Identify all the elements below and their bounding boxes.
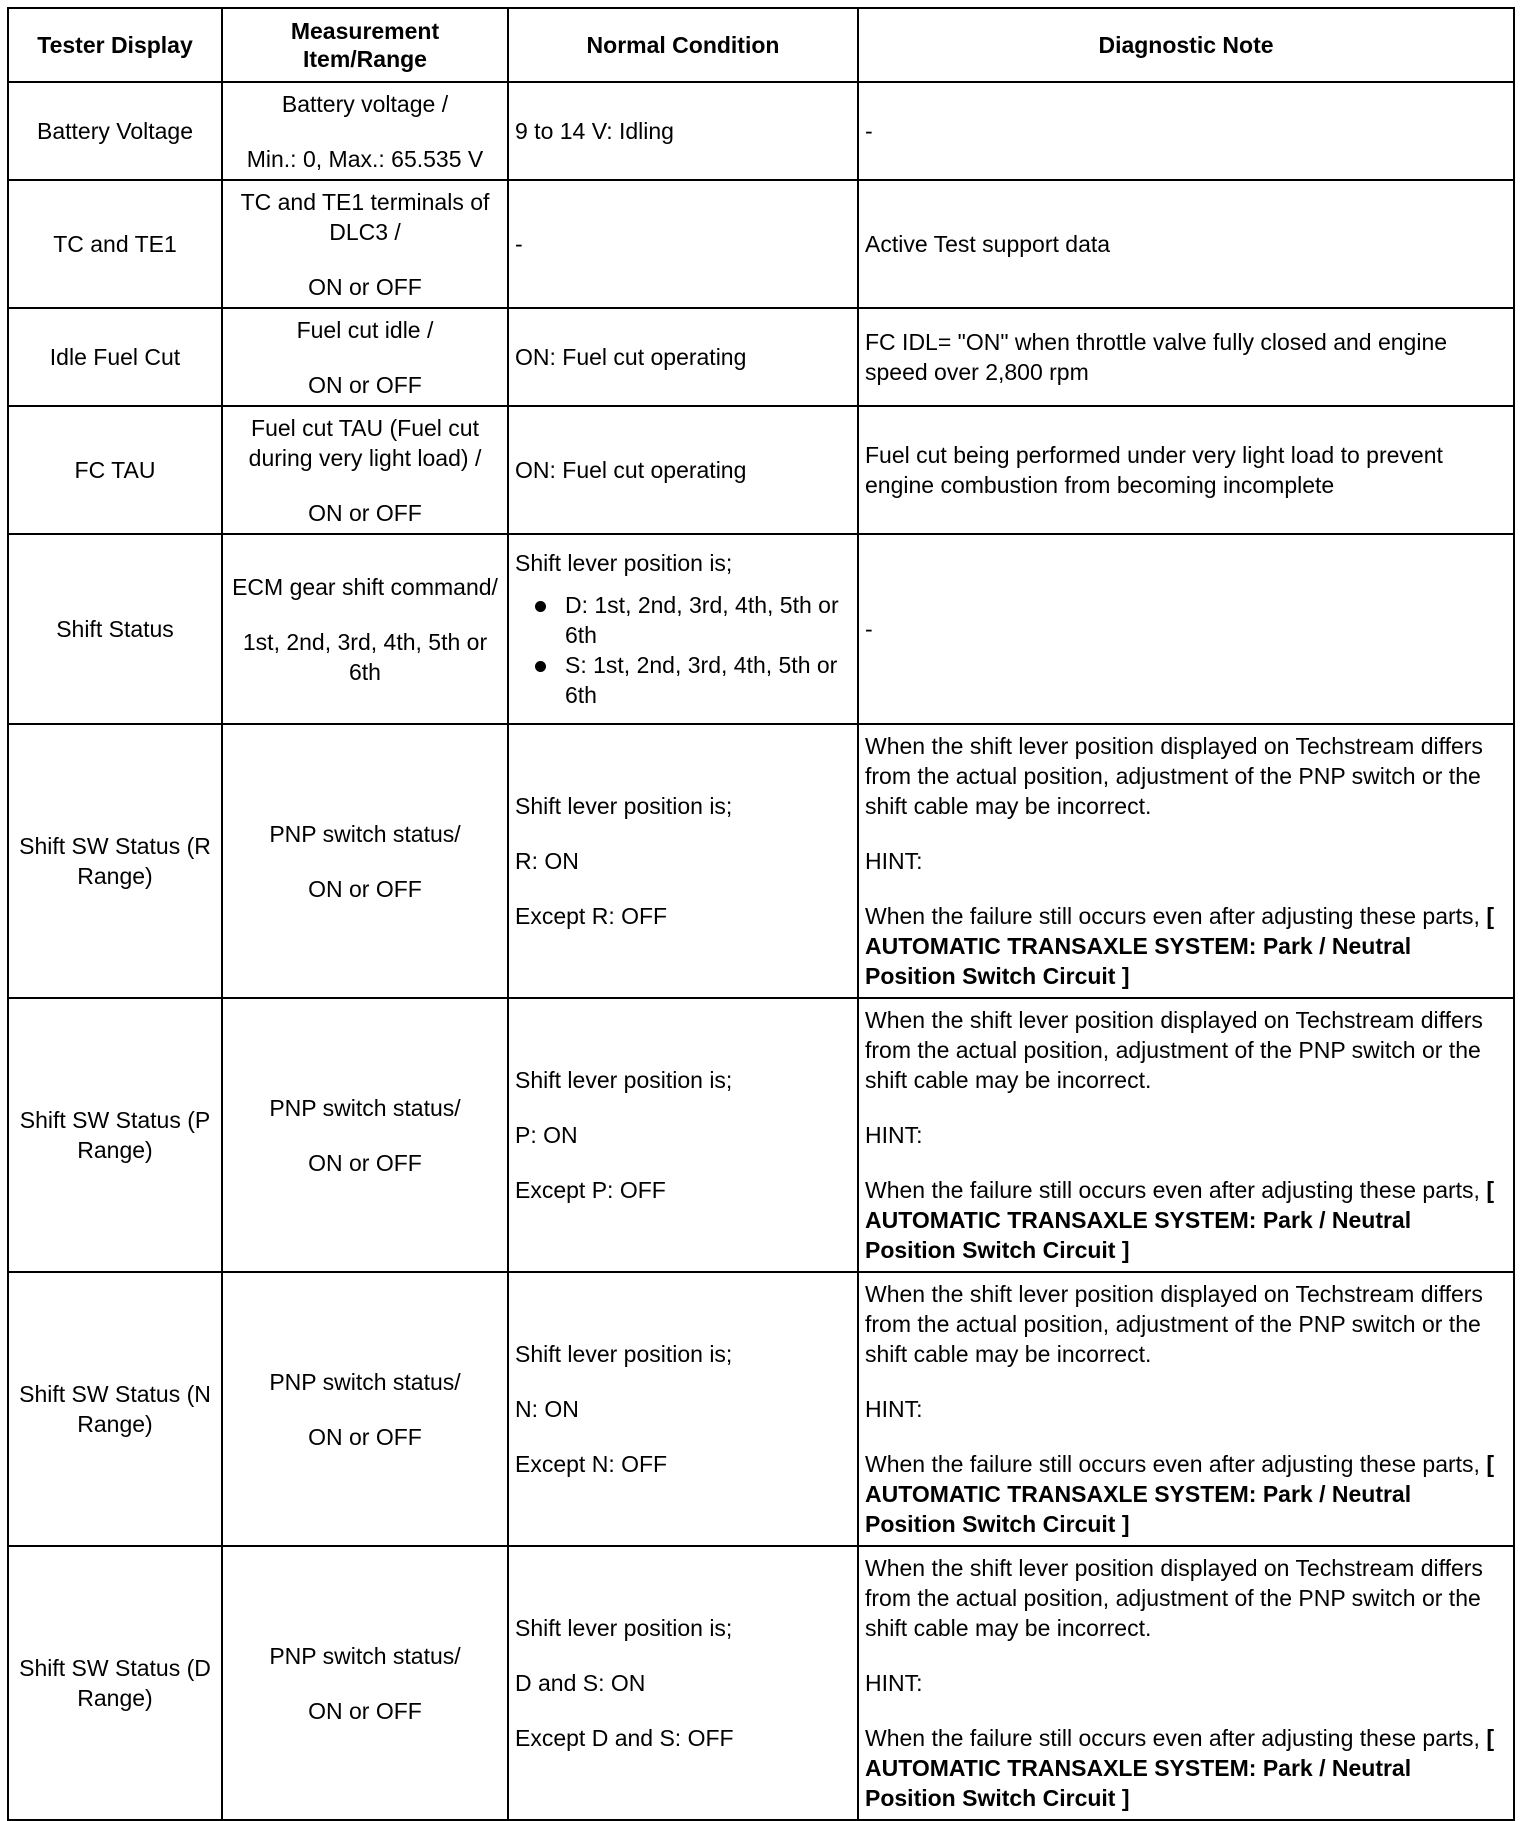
cell-measurement — [222, 998, 508, 1272]
normal-intro: Shift lever position is; — [515, 1067, 733, 1093]
cell-diagnostic-note — [858, 998, 1514, 1272]
cell-tester-display: Shift Status — [8, 534, 222, 724]
cell-tester-display: Shift SW Status (P Range) — [8, 998, 222, 1272]
measurement-range: ON or OFF — [308, 371, 422, 398]
table-row — [8, 1272, 1514, 1546]
measurement-range: 1st, 2nd, 3rd, 4th, 5th or 6th — [242, 628, 488, 685]
data-list-table — [7, 7, 1515, 1821]
cell-diagnostic-note: FC IDL= "ON" when throttle valve fully closed and engine speed over 2,800 rpm — [858, 308, 1514, 406]
cell-measurement — [222, 308, 508, 406]
note-hint-label: HINT: — [865, 1122, 923, 1148]
cell-tester-display: Shift SW Status (N Range) — [8, 1272, 222, 1546]
table-row — [8, 308, 1514, 406]
note-hint-body: When the failure still occurs even after adjusting these parts, — [865, 1725, 1480, 1751]
note-hint-text — [865, 1449, 1507, 1539]
note-reference-link[interactable]: [ AUTOMATIC TRANSAXLE SYSTEM: Park / Neutral Position Switch Circuit ] — [865, 1725, 1494, 1811]
cell-measurement — [222, 180, 508, 308]
cell-measurement — [222, 1272, 508, 1546]
cell-measurement — [222, 534, 508, 724]
cell-tester-display: Shift SW Status (D Range) — [8, 1546, 222, 1820]
cell-measurement — [222, 82, 508, 180]
table-header-row — [8, 8, 1514, 82]
cell-diagnostic-note — [858, 1546, 1514, 1820]
cell-normal-condition — [508, 724, 858, 998]
measurement-item: Battery voltage / — [281, 90, 449, 117]
measurement-range: Min.: 0, Max.: 65.535 V — [246, 145, 484, 172]
cell-diagnostic-note — [858, 1272, 1514, 1546]
measurement-item: PNP switch status/ — [269, 1094, 461, 1121]
cell-diagnostic-note: - — [858, 82, 1514, 180]
measurement-item: Fuel cut TAU (Fuel cut during very light load) / — [248, 414, 482, 471]
note-hint-text — [865, 1723, 1507, 1813]
measurement-item: PNP switch status/ — [269, 1642, 461, 1669]
measurement-range: ON or OFF — [308, 273, 422, 300]
note-description: When the shift lever position displayed on Techstream differs from the actual position, adjustment of the PNP switch or the shift cable may be incorrect. — [865, 733, 1483, 819]
table-row — [8, 82, 1514, 180]
note-reference-link[interactable]: [ AUTOMATIC TRANSAXLE SYSTEM: Park / Neutral Position Switch Circuit ] — [865, 903, 1494, 989]
normal-on: P: ON — [515, 1122, 578, 1148]
cell-normal-condition — [508, 1272, 858, 1546]
note-description: When the shift lever position displayed on Techstream differs from the actual position, adjustment of the PNP switch or the shift cable may be incorrect. — [865, 1281, 1483, 1367]
note-description: When the shift lever position displayed on Techstream differs from the actual position, adjustment of the PNP switch or the shift cable may be incorrect. — [865, 1007, 1483, 1093]
measurement-range: ON or OFF — [308, 875, 422, 902]
bullet-item-s: S: 1st, 2nd, 3rd, 4th, 5th or 6th — [515, 650, 851, 710]
header-measurement-item — [222, 8, 508, 82]
table-row — [8, 724, 1514, 998]
cell-normal-condition: ON: Fuel cut operating — [508, 406, 858, 534]
cell-tester-display: TC and TE1 — [8, 180, 222, 308]
cell-diagnostic-note: - — [858, 534, 1514, 724]
table-row — [8, 1546, 1514, 1820]
cell-normal-condition: - — [508, 180, 858, 308]
normal-intro: Shift lever position is; — [515, 1615, 733, 1641]
normal-on: N: ON — [515, 1396, 579, 1422]
note-description: When the shift lever position displayed on Techstream differs from the actual position, adjustment of the PNP switch or the shift cable may be incorrect. — [865, 1555, 1483, 1641]
cell-diagnostic-note — [858, 724, 1514, 998]
note-reference-link[interactable]: [ AUTOMATIC TRANSAXLE SYSTEM: Park / Neutral Position Switch Circuit ] — [865, 1177, 1494, 1263]
cell-tester-display: Idle Fuel Cut — [8, 308, 222, 406]
measurement-range: ON or OFF — [308, 1423, 422, 1450]
normal-intro: Shift lever position is; — [515, 1341, 733, 1367]
note-hint-body: When the failure still occurs even after adjusting these parts, — [865, 1177, 1480, 1203]
note-hint-label: HINT: — [865, 1396, 923, 1422]
cell-measurement — [222, 406, 508, 534]
normal-off: Except P: OFF — [515, 1177, 666, 1203]
header-measurement-line2: Item/Range — [303, 46, 427, 72]
cell-measurement — [222, 1546, 508, 1820]
table-row — [8, 998, 1514, 1272]
cell-normal-condition: 9 to 14 V: Idling — [508, 82, 858, 180]
bullet-item-d: D: 1st, 2nd, 3rd, 4th, 5th or 6th — [515, 590, 851, 650]
cell-normal-condition: ON: Fuel cut operating — [508, 308, 858, 406]
cell-diagnostic-note: Fuel cut being performed under very light load to prevent engine combustion from becoming incomplete — [858, 406, 1514, 534]
cell-tester-display: FC TAU — [8, 406, 222, 534]
cell-normal-condition — [508, 998, 858, 1272]
header-measurement-line1: Measurement — [290, 18, 440, 44]
measurement-item: Fuel cut idle / — [296, 316, 434, 343]
normal-on: D and S: ON — [515, 1670, 646, 1696]
note-hint-label: HINT: — [865, 1670, 923, 1696]
header-normal-condition: Normal Condition — [508, 8, 858, 82]
measurement-item: PNP switch status/ — [269, 1368, 461, 1395]
header-diagnostic-note: Diagnostic Note — [858, 8, 1514, 82]
measurement-item: TC and TE1 terminals of DLC3 / — [240, 188, 490, 245]
note-hint-label: HINT: — [865, 848, 923, 874]
cell-measurement — [222, 724, 508, 998]
cell-normal-condition — [508, 1546, 858, 1820]
normal-off: Except N: OFF — [515, 1451, 668, 1477]
measurement-item: ECM gear shift command/ — [232, 573, 498, 600]
table-row — [8, 534, 1514, 724]
note-hint-text — [865, 1175, 1507, 1265]
normal-bullet-list — [515, 590, 851, 710]
normal-on: R: ON — [515, 848, 579, 874]
header-tester-display: Tester Display — [8, 8, 222, 82]
note-hint-text — [865, 901, 1507, 991]
normal-intro: Shift lever position is; — [515, 550, 733, 576]
cell-normal-condition — [508, 534, 858, 724]
note-hint-body: When the failure still occurs even after adjusting these parts, — [865, 903, 1480, 929]
note-reference-link[interactable]: [ AUTOMATIC TRANSAXLE SYSTEM: Park / Neutral Position Switch Circuit ] — [865, 1451, 1494, 1537]
measurement-item: PNP switch status/ — [269, 820, 461, 847]
table-row — [8, 406, 1514, 534]
table-row — [8, 180, 1514, 308]
measurement-range: ON or OFF — [308, 499, 422, 526]
normal-off: Except D and S: OFF — [515, 1725, 734, 1751]
note-hint-body: When the failure still occurs even after adjusting these parts, — [865, 1451, 1480, 1477]
normal-intro: Shift lever position is; — [515, 793, 733, 819]
cell-diagnostic-note: Active Test support data — [858, 180, 1514, 308]
normal-off: Except R: OFF — [515, 903, 668, 929]
measurement-range: ON or OFF — [308, 1697, 422, 1724]
cell-tester-display: Battery Voltage — [8, 82, 222, 180]
measurement-range: ON or OFF — [308, 1149, 422, 1176]
cell-tester-display: Shift SW Status (R Range) — [8, 724, 222, 998]
